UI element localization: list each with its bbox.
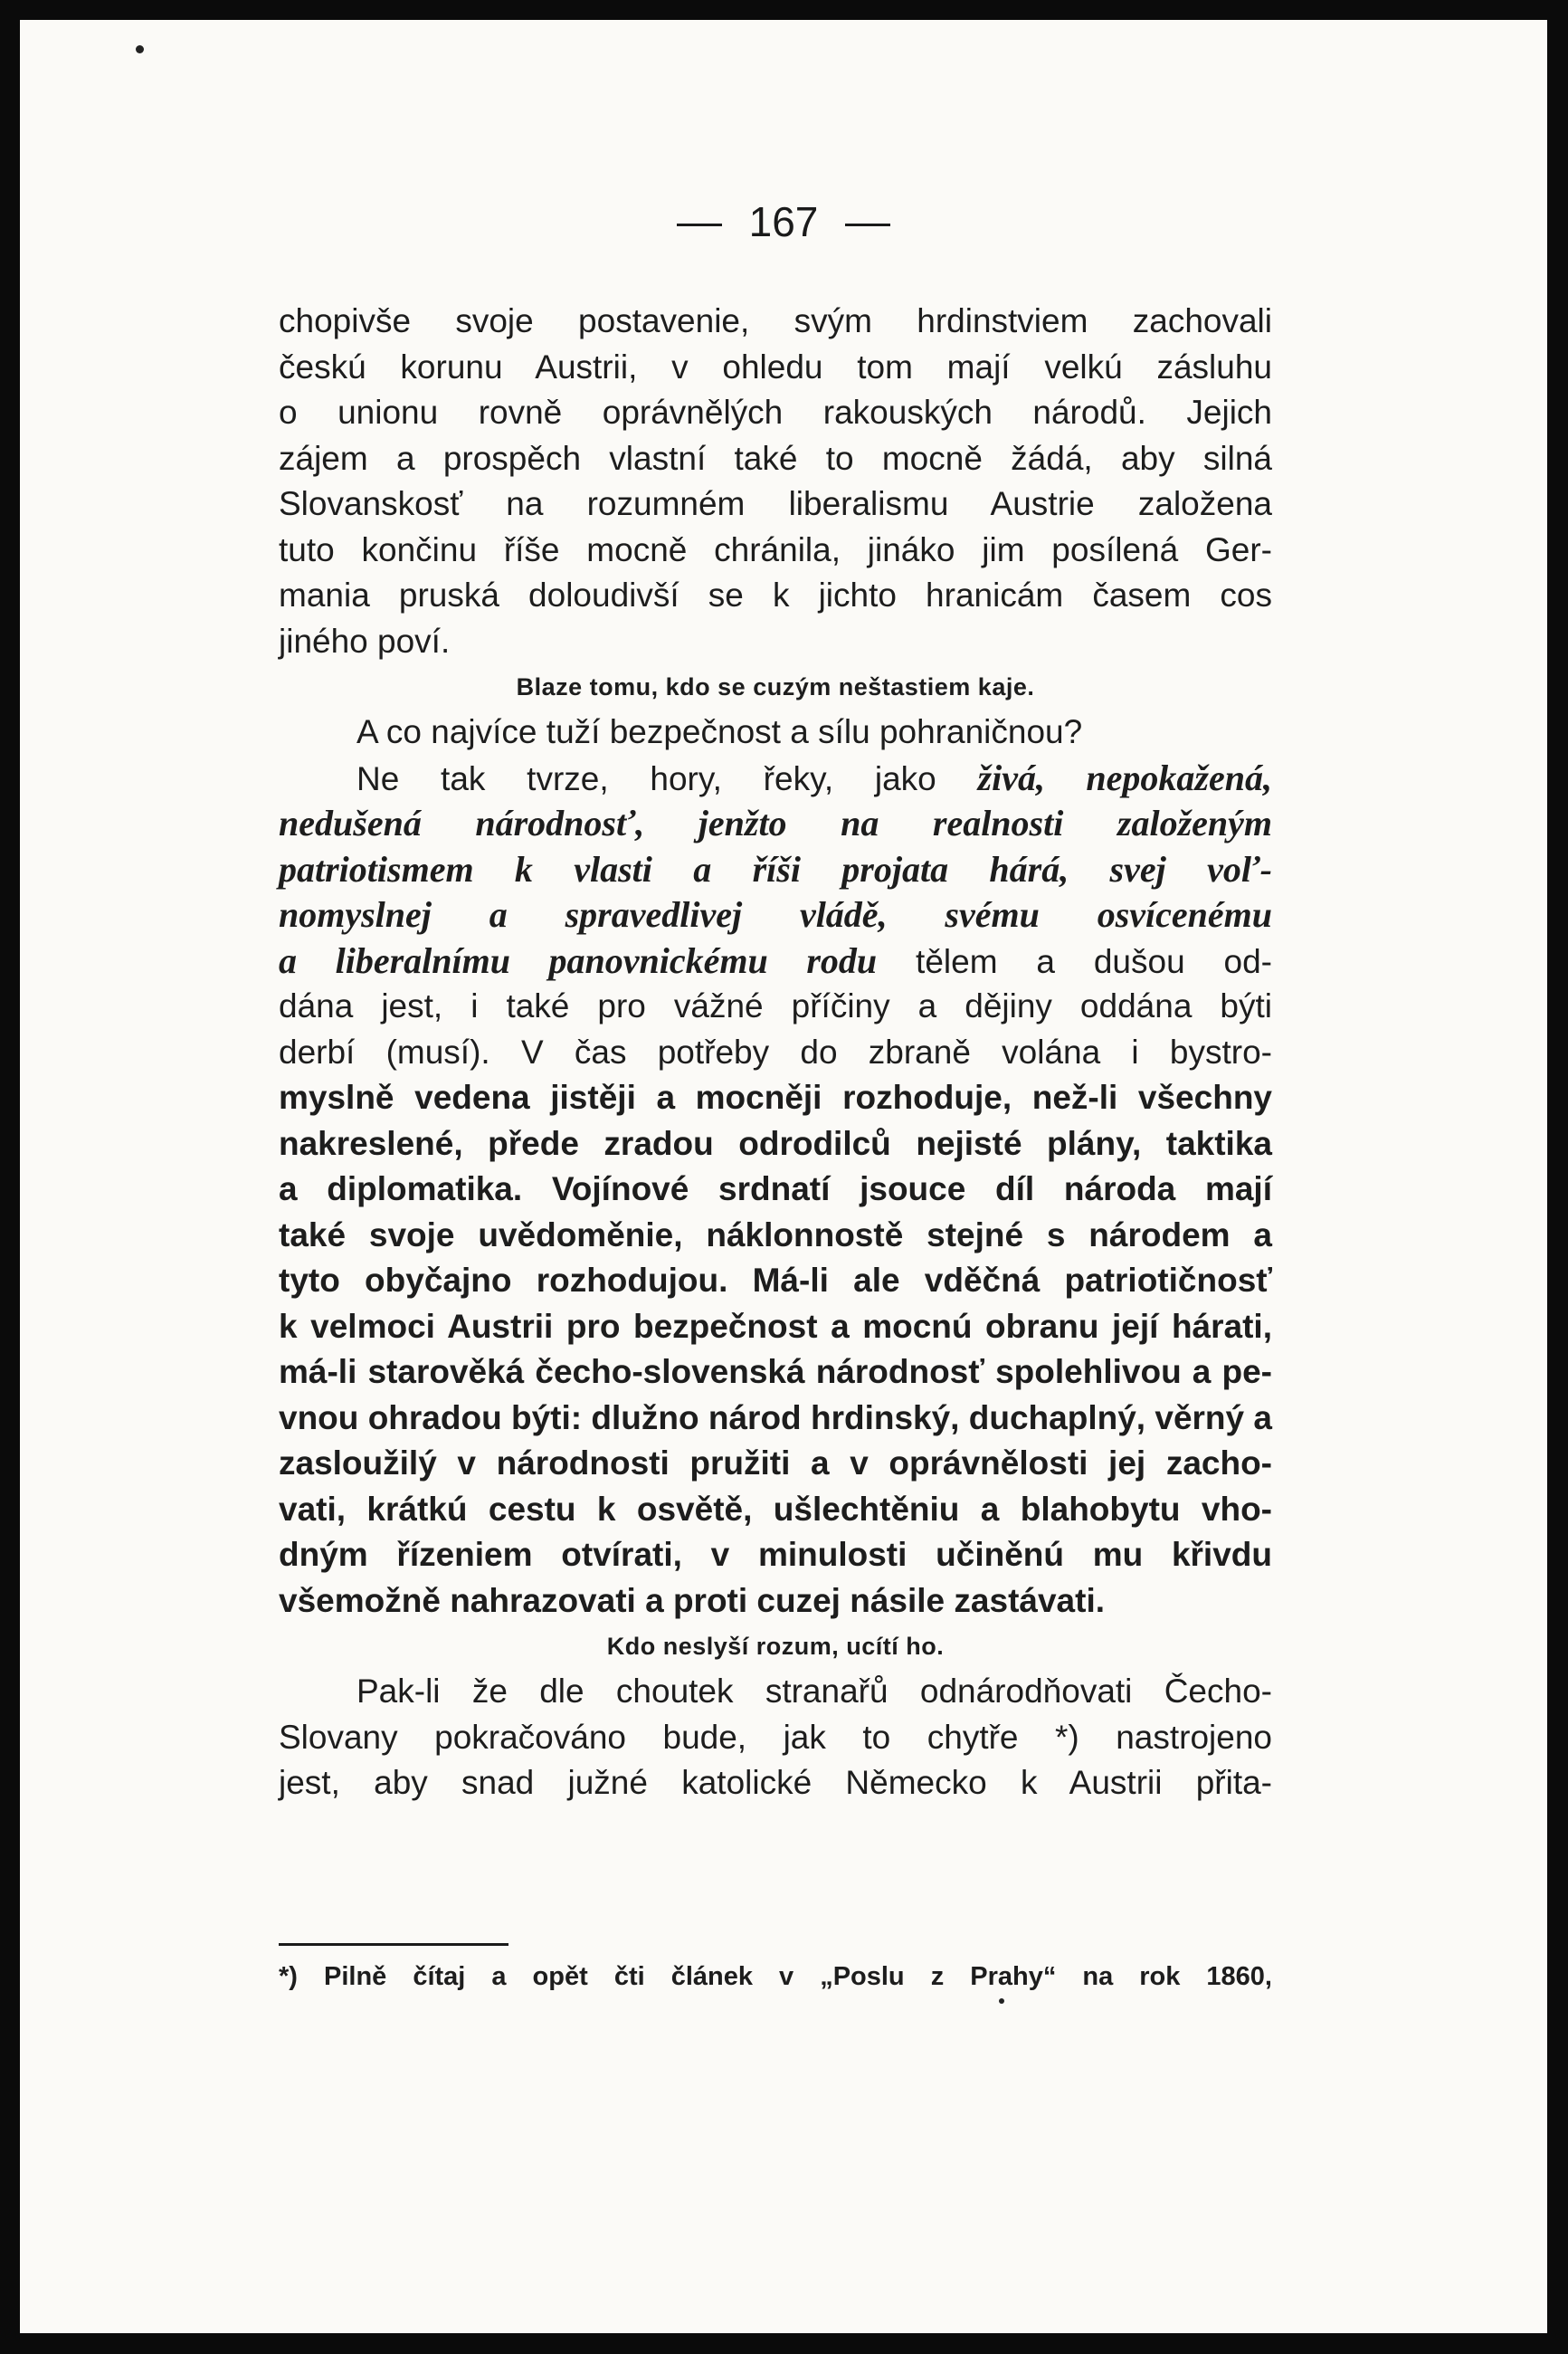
text-line: vnou ohradou býti: dlužno národ hrdinský, duchaplný, věrný a: [279, 1398, 1272, 1436]
header-dash: [677, 224, 722, 226]
text-line: zájem a prospěch vlastní také to mocně žádá, aby silná: [279, 439, 1272, 477]
emphasis-line: nedušená národnosť, jenžto na realnosti založeným: [279, 803, 1272, 843]
text-line: má-li starověká čecho-slovenská národnosť spolehlivou a pe-: [279, 1353, 1272, 1390]
footnote-rule: [279, 1943, 508, 1946]
text-line: nakreslené, přede zradou odrodilců nejisté plány, taktika: [279, 1124, 1272, 1162]
text-line: tyto obyčajno rozhodujou. Má-li ale vděčná patriotičnosť: [279, 1262, 1272, 1299]
motto: Kdo neslyší rozum, ucítí ho.: [606, 1633, 945, 1660]
text-segment: tělem a dušou od-: [877, 942, 1272, 980]
emphasis: a liberalnímu panovnickému rodu: [279, 939, 878, 981]
speck: [136, 45, 144, 53]
text-line: mania pruská doloudivší se k jichto hranicám časem cos: [279, 577, 1272, 614]
text-line: [279, 756, 1272, 802]
book-page: [20, 20, 1547, 2333]
text-line: Slovanskosť na rozumném liberalismu Austrie založena: [279, 485, 1272, 522]
text-line: Slovany pokračováno bude, jak to chytře *) nastrojeno: [279, 1718, 1272, 1756]
text-line: myslně vedena jistěji a mocněji rozhoduje, než-li všechny: [279, 1079, 1272, 1116]
text-line: A co najvíce tuží bezpečnost a sílu pohraničnou?: [356, 713, 1083, 750]
text-line: [279, 939, 1272, 985]
text-line: jest, aby snad južné katolické Německo k Austrii přita-: [279, 1764, 1272, 1801]
text-line: českú korunu Austrii, v ohledu tom mají velkú zásluhu: [279, 348, 1272, 386]
text-line: chopivše svoje postavenie, svým hrdinstviem zachovali: [279, 302, 1272, 339]
text-line: Pak-li že dle choutek stranařů odnárodňovati Čecho-: [356, 1673, 1272, 1710]
motto: Blaze tomu, kdo se cuzým neštastiem kaje.: [516, 673, 1035, 700]
text-line: o unionu rovně oprávnělých rakouských národů. Jejich: [279, 394, 1272, 431]
text-line: k velmoci Austrii pro bezpečnost a mocnú obranu její hárati,: [279, 1307, 1272, 1345]
emphasis: živá, nepokažená,: [977, 757, 1272, 798]
text-line: a diplomatika. Vojínové srdnatí jsouce díl národa mají: [279, 1170, 1272, 1207]
footnote: *) Pilně čítaj a opět čti článek v „Poslu z Prahy“ na rok 1860,: [279, 1962, 1272, 1991]
text-line: zasloužilý v národnosti pružiti a v oprávnělosti jej zacho-: [279, 1444, 1272, 1482]
page-number: 167: [748, 198, 819, 245]
body-text: [279, 299, 1272, 1806]
emphasis-line: patriotismem k vlasti a říši projata hárá, svej voľ-: [279, 848, 1272, 890]
header-dash: [845, 224, 890, 226]
text-line: dána jest, i také pro vážné příčiny a dějiny oddána býti: [279, 987, 1272, 1025]
speck: [999, 1998, 1004, 2004]
text-segment: Ne tak tvrze, hory, řeky, jako: [356, 759, 978, 797]
emphasis-line: nomyslnej a spravedlivej vládě, svému osvícenému: [279, 894, 1272, 935]
text-line: derbí (musí). V čas potřeby do zbraně volána i bystro-: [279, 1033, 1272, 1071]
text-line: také svoje uvědoměnie, náklonnostě stejné s národem a: [279, 1215, 1272, 1253]
page-header: [20, 197, 1547, 246]
text-line: tuto končinu říše mocně chránila, jináko jim posílená Ger-: [279, 530, 1272, 568]
text-line: jiného poví.: [279, 622, 451, 660]
text-line: dným řízeniem otvírati, v minulosti učiněnú mu křivdu: [279, 1536, 1272, 1573]
text-line: všemožně nahrazovati a proti cuzej násile zastávati.: [279, 1581, 1106, 1619]
text-line: vati, krátkú cestu k osvětě, ušlechtěniu a blahobytu vho-: [279, 1490, 1272, 1528]
